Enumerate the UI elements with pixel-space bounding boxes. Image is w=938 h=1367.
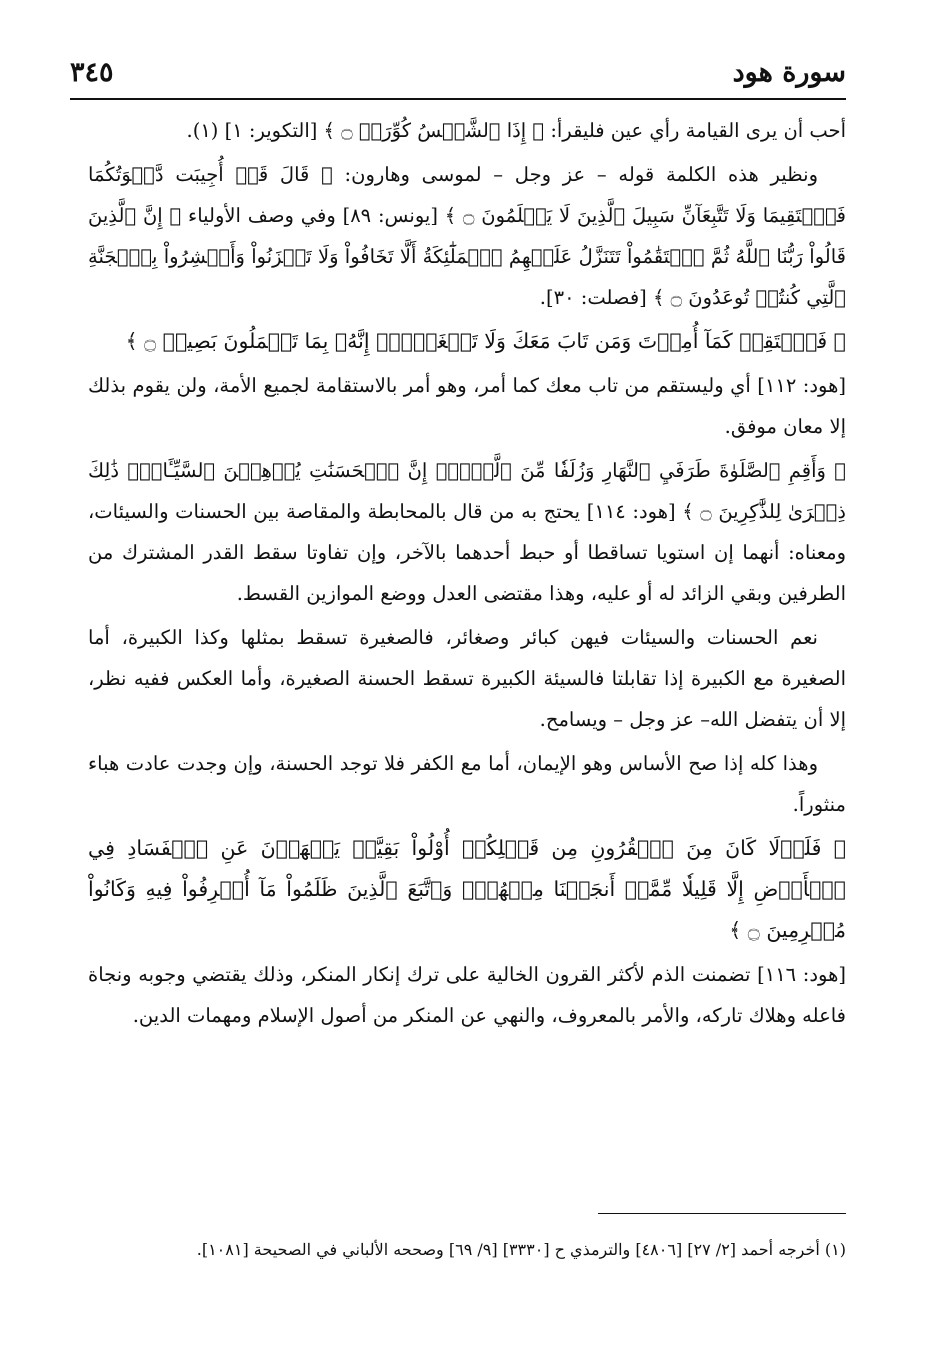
verse-hud-112: ﴿ فَٱسۡتَقِمۡ كَمَآ أُمِرۡتَ وَمَن تَابَ مَعَكَ وَلَا تَطۡغَوۡاْۚ إِنَّهُۥ بِمَا تَعۡمَلُونَ بَصِيرٞ ۝ ﴾ <box>125 329 846 353</box>
page-number: ٣٤٥ <box>70 56 114 88</box>
paragraph-5: نعم الحسنات والسيئات فيهن كبائر وصغائر، فالصغيرة تسقط بمثلها وكذا الكبيرة، أما الصغيرة مع الكبيرة إذا تقابلتا فالسيئة الكبيرة تسقط الحسنة الصغيرة، وأما العكس ففيه نظر، إلا أن يتفضل الله– عز وجل – ويسامح. <box>88 626 846 731</box>
paragraph-4: ﴿ وَأَقِمِ ٱلصَّلَوٰةَ طَرَفَيِ ٱلنَّهَارِ وَزُلَفٗا مِّنَ ٱلَّيۡلِۚ إِنَّ ٱلۡحَسَنَٰتِ يُذۡهِبۡنَ ٱلسَّيِّـَٔاتِۚ ذَٰلِكَ ذِكۡرَىٰ لِلذَّٰكِرِينَ ۝ ﴾ [هود: ١١٤] يحتج به من قال بالمحابطة والمقاصة بين الحسنات والسيئات، ومعناه: أنهما إن استويا تساقطا أو حبط أحدهما بالآخر، وإن تفاوتا سقط القدر المشترك من الطرفين وبقي الزائد له أو عليه، وهذا مقتضى العدل ووضع الموازين القسط. <box>88 459 846 605</box>
paragraph-1: أحب أن يرى القيامة رأي عين فليقرأ: ﴿ إِذَا ٱلشَّمۡسُ كُوِّرَتۡ ۝ ﴾ [التكوير: ١] (١). <box>186 119 846 142</box>
footnote: (١) أخرجه أحمد [٢/ ٢٧] [٤٨٠٦] والترمذي ح [٣٣٣٠] [٩/ ٦٩] وصححه الألباني في الصحيحة [١٠٨١]. <box>196 1240 846 1259</box>
paragraph-6: وهذا كله إذا صح الأساس وهو الإيمان، أما مع الكفر فلا توجد الحسنة، وإن وجدت عادت هباء منثوراً. <box>88 752 846 816</box>
surah-title: سورة هود <box>732 56 846 88</box>
page-header <box>70 52 846 92</box>
page-body <box>88 110 846 1039</box>
header-rule <box>70 98 846 100</box>
paragraph-3: [هود: ١١٢] أي وليستقم من تاب معك كما أمر، وهو أمر بالاستقامة لجميع الأمة، ولن يقوم بذلك إلا معان موفق. <box>88 374 846 438</box>
paragraph-2: ونظير هذه الكلمة قوله – عز وجل – لموسى وهارون: ﴿ قَالَ قَدۡ أُجِيبَت دَّعۡوَتُكُمَا فَٱسۡتَقِيمَا وَلَا تَتَّبِعَآنِّ سَبِيلَ ٱلَّذِينَ لَا يَعۡلَمُونَ ۝ ﴾ [يونس: ٨٩] وفي وصف الأولياء ﴿ إِنَّ ٱلَّذِينَ قَالُواْ رَبُّنَا ٱللَّهُ ثُمَّ ٱسۡتَقَٰمُواْ تَتَنَزَّلُ عَلَيۡهِمُ ٱلۡمَلَٰٓئِكَةُ أَلَّا تَخَافُواْ وَلَا تَحۡزَنُواْ وَأَبۡشِرُواْ بِٱلۡجَنَّةِ ٱلَّتِي كُنتُمۡ تُوعَدُونَ ۝ ﴾ [فصلت: ٣٠]. <box>88 163 846 309</box>
verse-hud-116: ﴿ فَلَوۡلَا كَانَ مِنَ ٱلۡقُرُونِ مِن قَبۡلِكُمۡ أُوْلُواْ بَقِيَّةٖ يَنۡهَوۡنَ عَنِ ٱلۡفَسَادِ فِي ٱلۡأَرۡضِ إِلَّا قَلِيلٗا مِّمَّنۡ أَنجَيۡنَا مِنۡهُمۡۗ وَٱتَّبَعَ ٱلَّذِينَ ظَلَمُواْ مَآ أُتۡرِفُواْ فِيهِ وَكَانُواْ مُجۡرِمِينَ ۝ ﴾ <box>88 836 846 942</box>
footnote-rule <box>598 1213 846 1214</box>
paragraph-7: [هود: ١١٦] تضمنت الذم لأكثر القرون الخالية على ترك إنكار المنكر، وذلك يقتضي وجوبه ونجاة فاعله وهلاك تاركه، والأمر بالمعروف، والنهي عن المنكر من أصول الإسلام ومهمات الدين. <box>88 963 846 1027</box>
